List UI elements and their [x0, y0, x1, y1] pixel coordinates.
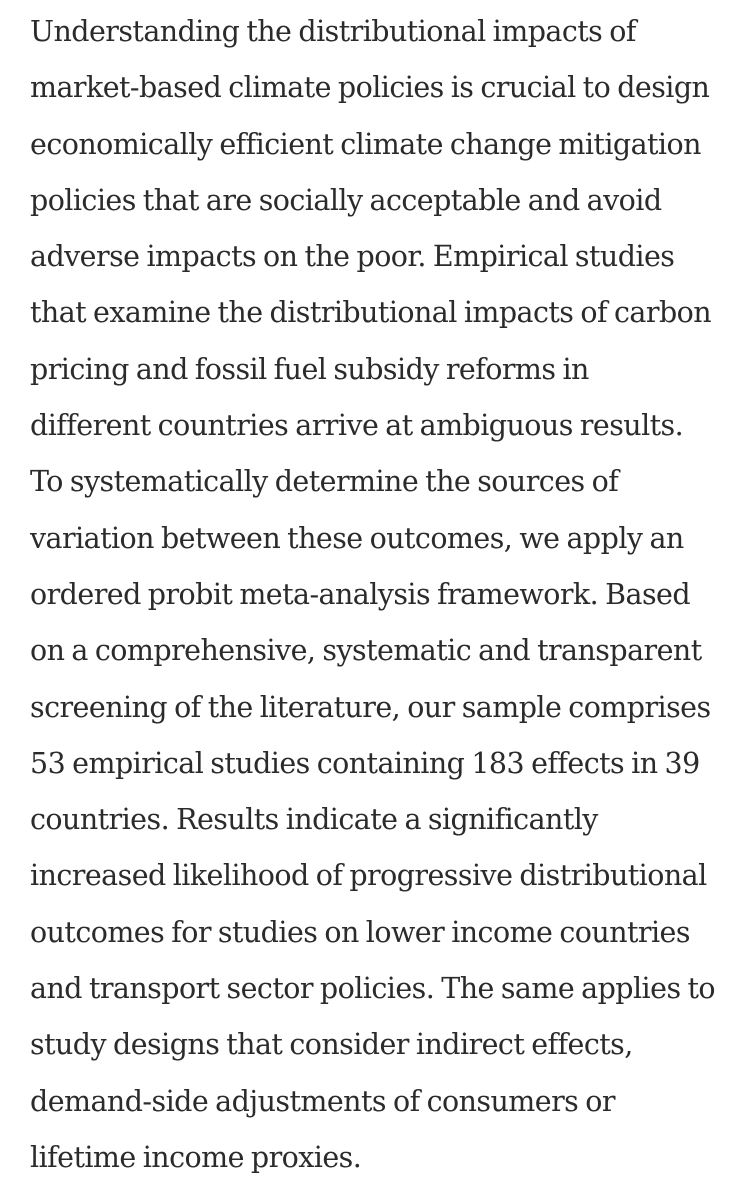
- abstract-line: different countries arrive at ambiguous results.: [30, 409, 684, 443]
- abstract-line: outcomes for studies on lower income countries: [30, 915, 690, 949]
- abstract-line: pricing and fossil fuel subsidy reforms in: [30, 352, 589, 386]
- abstract-line: that examine the distributional impacts of carbon: [30, 296, 712, 330]
- abstract-line: screening of the literature, our sample comprises: [30, 690, 711, 724]
- abstract-line: and transport sector policies. The same applies to: [30, 972, 716, 1006]
- abstract-line: market-based climate policies is crucial to design: [30, 71, 710, 105]
- abstract-line: study designs that consider indirect effects,: [30, 1028, 633, 1062]
- abstract-line: on a comprehensive, systematic and transparent: [30, 634, 702, 668]
- abstract-line: variation between these outcomes, we apply an: [30, 521, 684, 555]
- abstract-line: increased likelihood of progressive distributional: [30, 859, 707, 893]
- abstract-line: economically efficient climate change mitigation: [30, 127, 701, 161]
- abstract-line: To systematically determine the sources of: [30, 465, 619, 499]
- abstract-line: 53 empirical studies containing 183 effects in 39: [30, 746, 700, 780]
- abstract-paragraph: [30, 4, 730, 1186]
- abstract-line: lifetime income proxies.: [30, 1140, 362, 1174]
- abstract-line: ordered probit meta-analysis framework. Based: [30, 577, 691, 611]
- abstract-line: Understanding the distributional impacts of: [30, 15, 636, 48]
- abstract-line: countries. Results indicate a significantly: [30, 803, 598, 837]
- abstract-line: policies that are socially acceptable and avoid: [30, 183, 662, 217]
- abstract-line: adverse impacts on the poor. Empirical studies: [30, 240, 675, 274]
- abstract-line: demand-side adjustments of consumers or: [30, 1084, 615, 1118]
